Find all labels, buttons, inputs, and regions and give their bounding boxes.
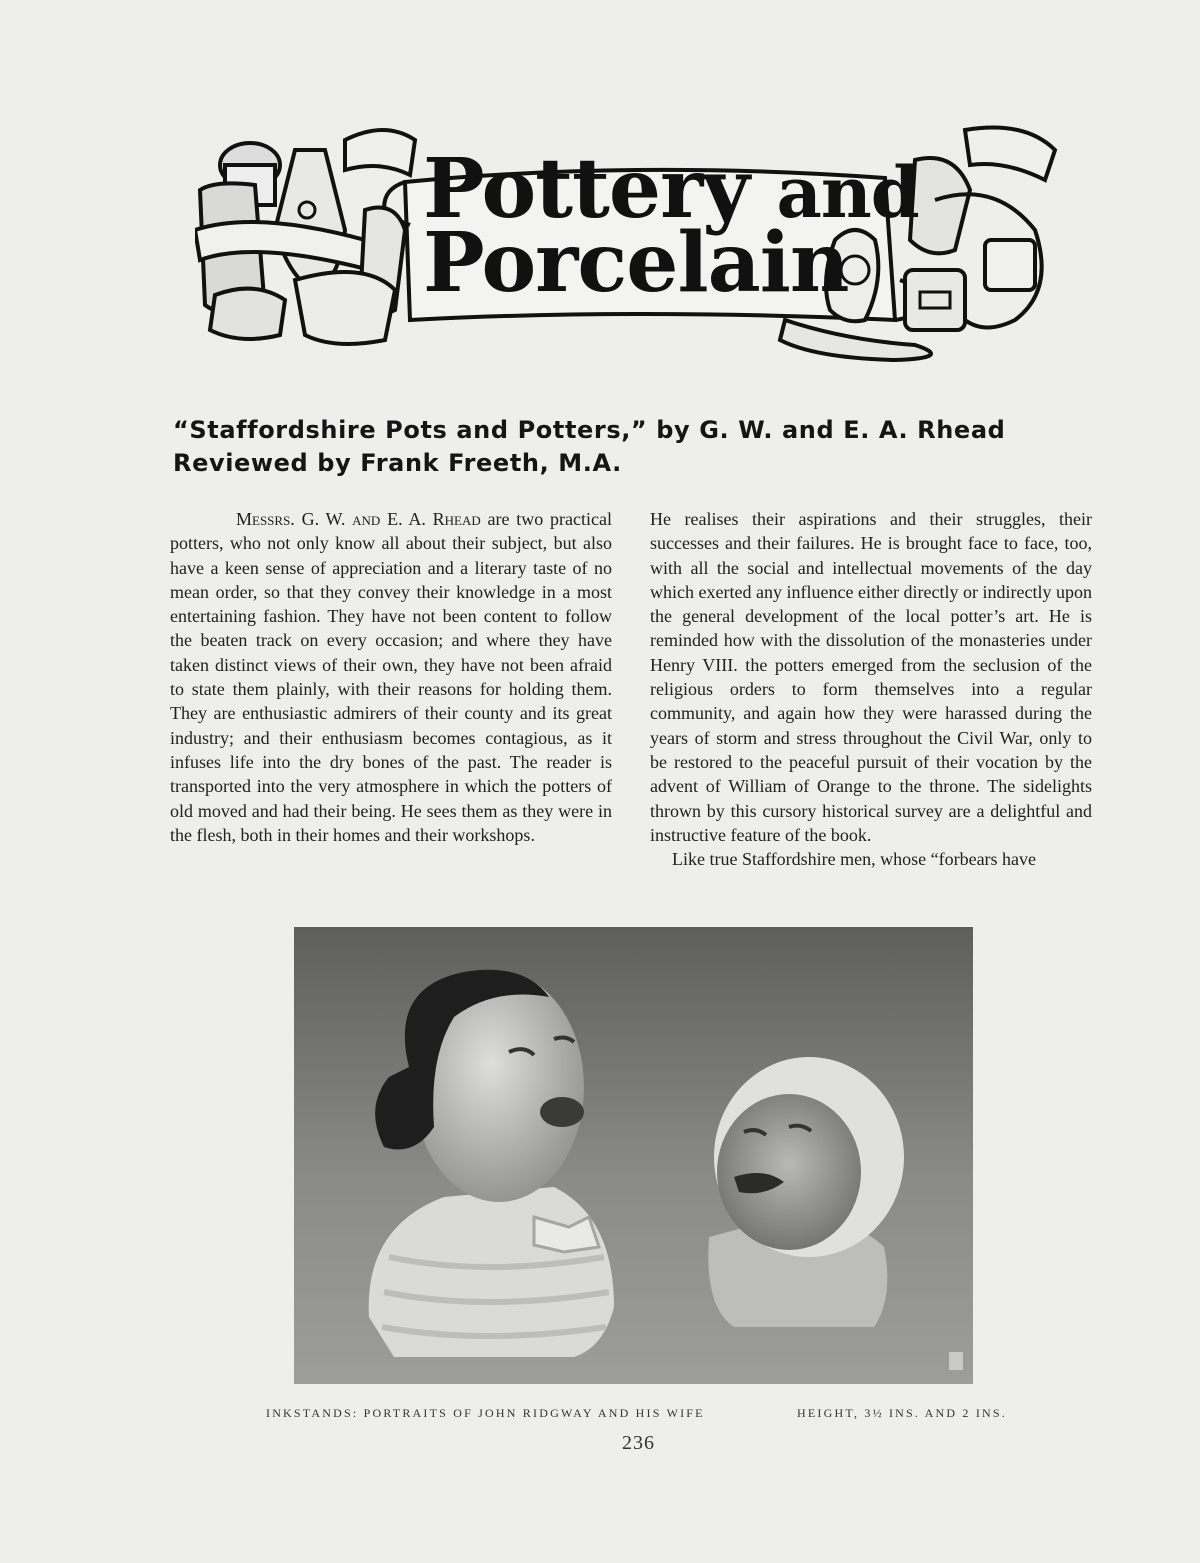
article-paragraph: He realises their aspirations and their struggles, their successes and their failures. He is brought face to face, too, with all the social and intellectual movements of the day which exerted any influence either directly or indirectly upon the general development of the local potter’s art. He is reminded how with the dissolution of the monasteries under Henry VIII. the potters emerged from the seclusion of the religious orders to form themselves into a regular community, and again how they were harassed during the years of storm and stress throughout the Civil War, only to be restored to the peaceful pursuit of their vocation by the advent of William of Orange to the throne. The sidelights thrown by this cursory historical survey are a delightful and instructive feature of the book. xyxy=(650,509,1092,845)
left-column-text: are two practical potters, who not only know all about their subject, but also have a keen sense of appreciation and a literary taste of no mean order, so that they convey their knowledge in a most entertaining fashion. They have not been content to follow the beaten track on every occasion; and where they have taken distinct views of their own, they have not been afraid to state them plainly, with their reasons for holding them. They are enthusiastic admirers of their county and its great industry; and their enthusiasm becomes contagious, as it infuses life into the dry bones of the past. The reader is transported into the very atmosphere in which the potters of old moved and had their being. He sees them as they were in the flesh, both in their homes and their workshops. xyxy=(170,509,612,845)
inkstands-photograph xyxy=(294,927,973,1384)
banner-title-porcelain: Porcelain xyxy=(423,215,849,311)
article-paragraph xyxy=(170,507,612,847)
article-column-left xyxy=(170,507,612,847)
figure-caption: INKSTANDS: PORTRAITS OF JOHN RIDGWAY AND HIS WIFE xyxy=(266,1406,705,1420)
article-headline xyxy=(173,414,1083,480)
header-banner xyxy=(195,120,1063,365)
headline-line-2: Reviewed by Frank Freeth, M.A. xyxy=(173,449,622,477)
banner-title-and: and xyxy=(776,151,919,234)
figure-dimensions: HEIGHT, 3½ INS. AND 2 INS. xyxy=(797,1406,1007,1420)
article-paragraph: Like true Staffordshire men, whose “forbears have xyxy=(672,849,1037,870)
lead-smallcaps: Messrs. G. W. and E. A. Rhead xyxy=(236,509,481,529)
banner-title-pottery: Pottery xyxy=(423,141,749,237)
banner-title xyxy=(423,141,919,311)
page-number: 236 xyxy=(622,1432,655,1454)
article-column-right xyxy=(650,507,1092,871)
headline-line-1: “Staffordshire Pots and Potters,” by G. W. and E. A. Rhead xyxy=(173,416,1006,444)
